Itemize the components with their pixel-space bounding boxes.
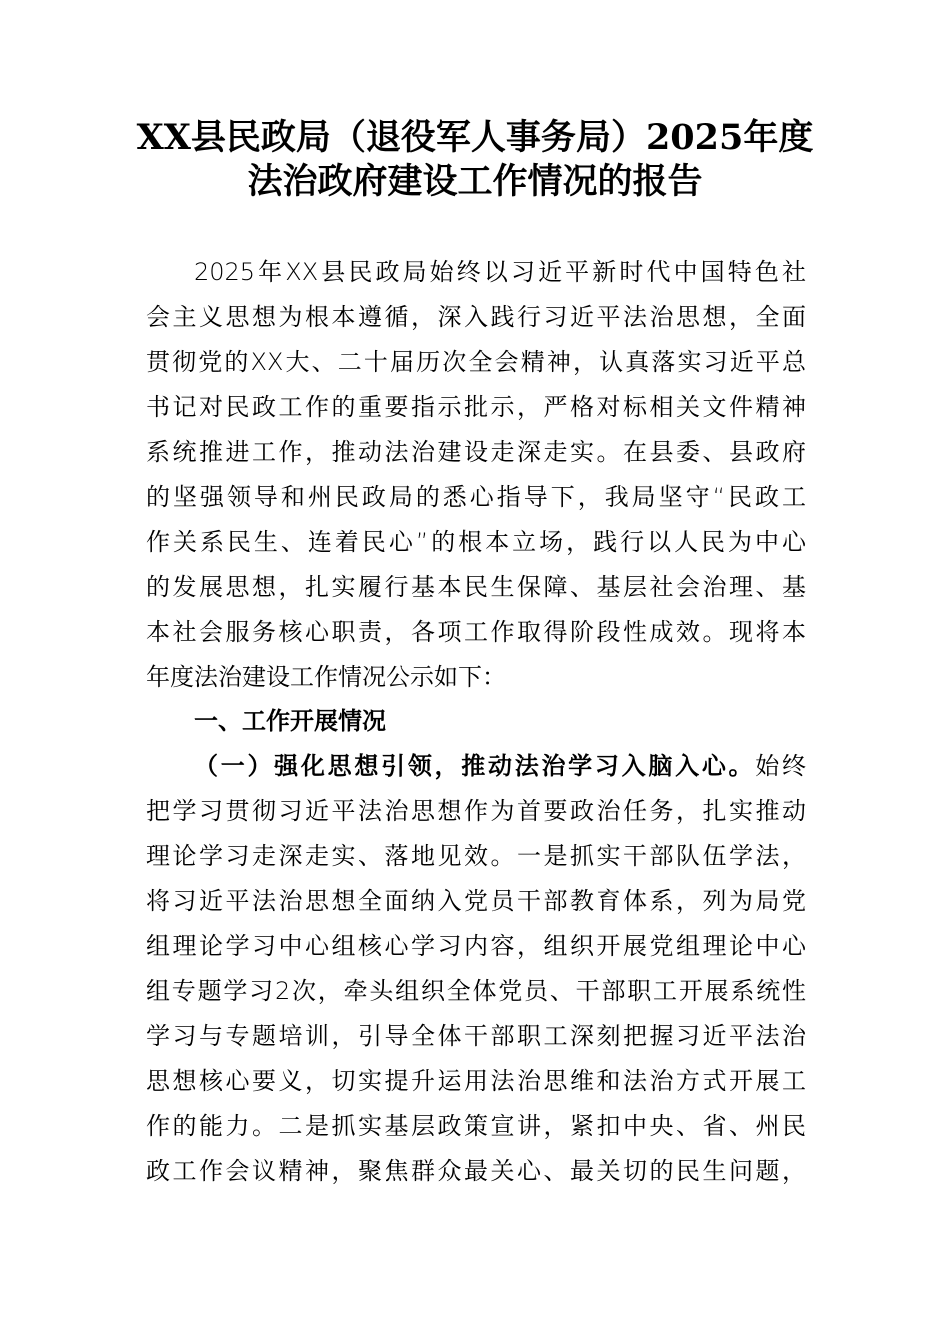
paragraph-line: 系统推进工作，推动法治建设走深走实。在县委、县政府 bbox=[146, 438, 806, 466]
paragraph-line: 将习近平法治思想全面纳入党员干部教育体系，列为局党 bbox=[146, 887, 806, 915]
paragraph-line: 会主义思想为根本遵循，深入践行习近平法治思想，全面 bbox=[146, 303, 806, 331]
subsection-lead-text: 始终 bbox=[755, 752, 807, 780]
paragraph-line: 2025年XX县民政局始终以习近平新时代中国特色社 bbox=[194, 258, 806, 286]
paragraph-line: 作关系民生、连着民心”的根本立场，践行以人民为中心 bbox=[146, 528, 806, 556]
paragraph-line: 理论学习走深走实、落地见效。一是抓实干部队伍学法， bbox=[146, 842, 806, 870]
document-title-line-2: 法治政府建设工作情况的报告 bbox=[247, 161, 703, 202]
paragraph-line: 组理论学习中心组核心学习内容，组织开展党组理论中心 bbox=[146, 932, 806, 960]
paragraph-line: 政工作会议精神，聚焦群众最关心、最关切的民生问题， bbox=[146, 1157, 806, 1185]
paragraph-line: 学习与专题培训，引导全体干部职工深刻把握习近平法治 bbox=[146, 1022, 806, 1050]
paragraph-line: 本社会服务核心职责，各项工作取得阶段性成效。现将本 bbox=[146, 618, 806, 646]
document-title-line-1: XX县民政局（退役军人事务局）2025年度 bbox=[136, 117, 814, 158]
subsection-heading: （一）强化思想引领，推动法治学习入脑入心。 bbox=[194, 752, 756, 780]
paragraph-line: 年度法治建设工作情况公示如下： bbox=[146, 663, 506, 691]
section-heading: 一、工作开展情况 bbox=[194, 707, 386, 735]
paragraph-line: 的发展思想，扎实履行基本民生保障、基层社会治理、基 bbox=[146, 573, 806, 601]
paragraph-line: 组专题学习2次，牵头组织全体党员、干部职工开展系统性 bbox=[146, 977, 806, 1005]
paragraph-line: 的坚强领导和州民政局的悉心指导下，我局坚守“民政工 bbox=[146, 483, 806, 511]
paragraph-line: 书记对民政工作的重要指示批示，严格对标相关文件精神 bbox=[146, 393, 806, 421]
paragraph-line: 贯彻党的XX大、二十届历次全会精神，认真落实习近平总 bbox=[146, 348, 806, 376]
paragraph-line: 作的能力。二是抓实基层政策宣讲，紧扣中央、省、州民 bbox=[146, 1112, 806, 1140]
paragraph-line: 思想核心要义，切实提升运用法治思维和法治方式开展工 bbox=[146, 1067, 806, 1095]
subsection-lead-line bbox=[194, 744, 806, 789]
paragraph-line: 把学习贯彻习近平法治思想作为首要政治任务，扎实推动 bbox=[146, 797, 806, 825]
